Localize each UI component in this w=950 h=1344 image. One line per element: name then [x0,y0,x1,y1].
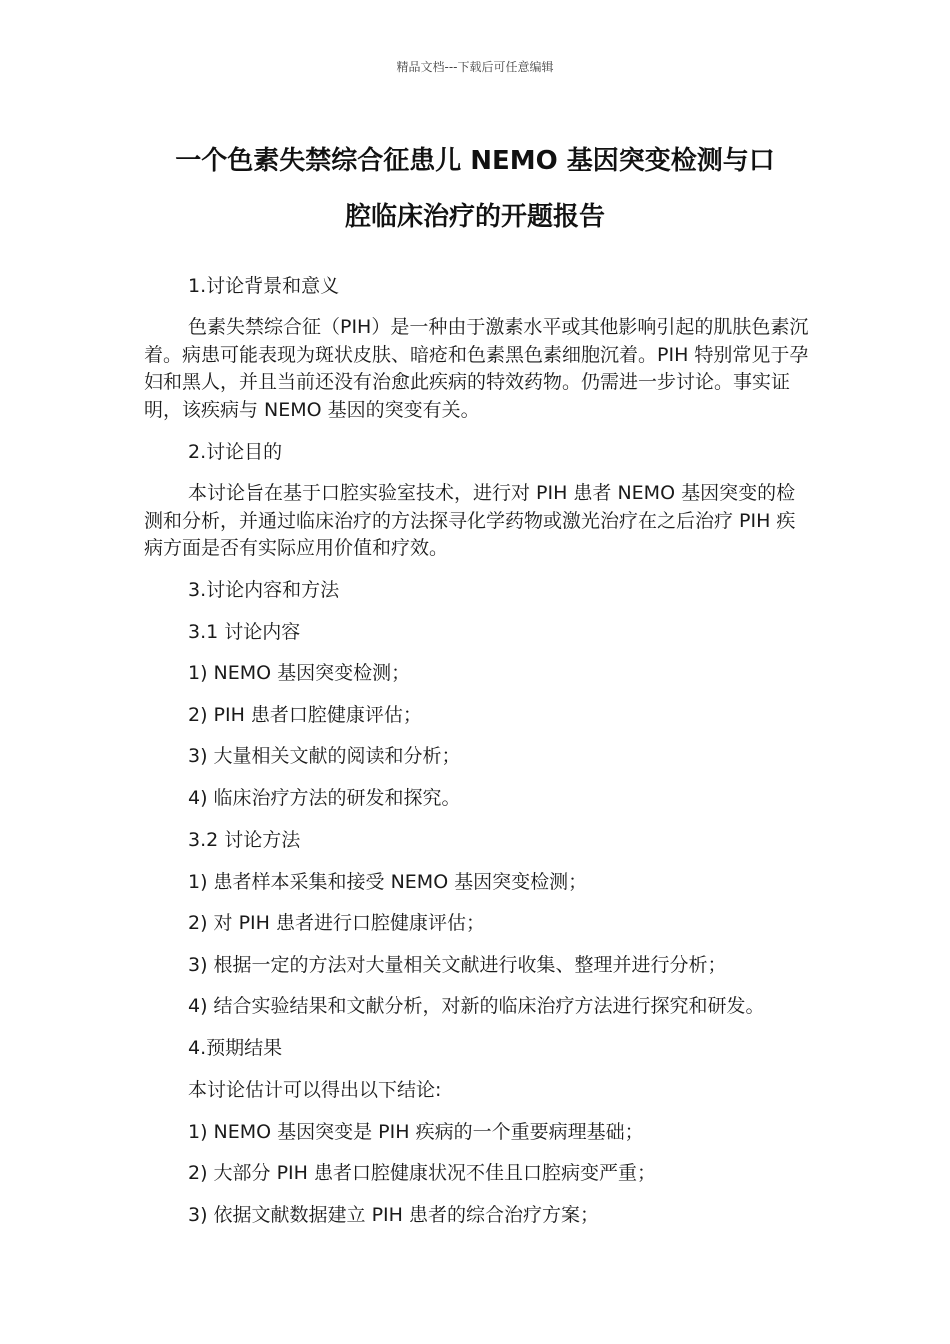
list-item: 1) NEMO 基因突变是 PIH 疾病的一个重要病理基础； [188,1121,644,1143]
list-item: 4) 结合实验结果和文献分析，对新的临床治疗方法进行探究和研发。 [188,995,765,1017]
section-2-paragraph [144,480,809,563]
section-3-1-heading: 3.1 讨论内容 [188,621,301,643]
section-1-paragraph [144,314,809,424]
document-title-line-1: 一个色素失禁综合征患儿 NEMO 基因突变检测与口 [175,146,775,176]
section-3-2-heading: 3.2 讨论方法 [188,829,301,851]
document-title-line-2: 腔临床治疗的开题报告 [344,202,605,232]
list-item: 3) 根据一定的方法对大量相关文献进行收集、整理并进行分析； [188,954,727,976]
list-item: 4) 临床治疗方法的研发和探究。 [188,787,461,809]
section-3-heading: 3.讨论内容和方法 [188,579,340,601]
list-item: 1) 患者样本采集和接受 NEMO 基因突变检测； [188,871,588,893]
list-item: 1) NEMO 基因突变检测； [188,662,411,684]
section-1-paragraph-text: 色素失禁综合征（PIH）是一种由于激素水平或其他影响引起的肌肤色素沉着。病患可能表现为斑状皮肤、暗疮和色素黑色素细胞沉着。PIH 特别常见于孕妇和黑人，并且当前还没有治愈此疾病的特效药物。仍需进一步讨论。事实证明，该疾病与 NEMO 基因的突变有关。 [144,316,809,421]
section-2-paragraph-text: 本讨论旨在基于口腔实验室技术，进行对 PIH 患者 NEMO 基因突变的检测和分析，并通过临床治疗的方法探寻化学药物或激光治疗在之后治疗 PIH 疾病方面是否有实际应用价值和疗效。 [144,482,796,559]
section-4-heading: 4.预期结果 [188,1037,283,1059]
page-header: 精品文档---下载后可任意编辑 [396,60,554,74]
list-item: 2) PIH 患者口腔健康评估； [188,704,422,726]
section-4-intro: 本讨论估计可以得出以下结论: [188,1079,442,1101]
section-2-heading: 2.讨论目的 [188,441,283,463]
list-item: 3) 依据文献数据建立 PIH 患者的综合治疗方案； [188,1204,599,1226]
list-item: 2) 大部分 PIH 患者口腔健康状况不佳且口腔病变严重； [188,1162,656,1184]
section-1-heading: 1.讨论背景和意义 [188,275,340,297]
list-item: 3) 大量相关文献的阅读和分析； [188,745,461,767]
list-item: 2) 对 PIH 患者进行口腔健康评估； [188,912,485,934]
